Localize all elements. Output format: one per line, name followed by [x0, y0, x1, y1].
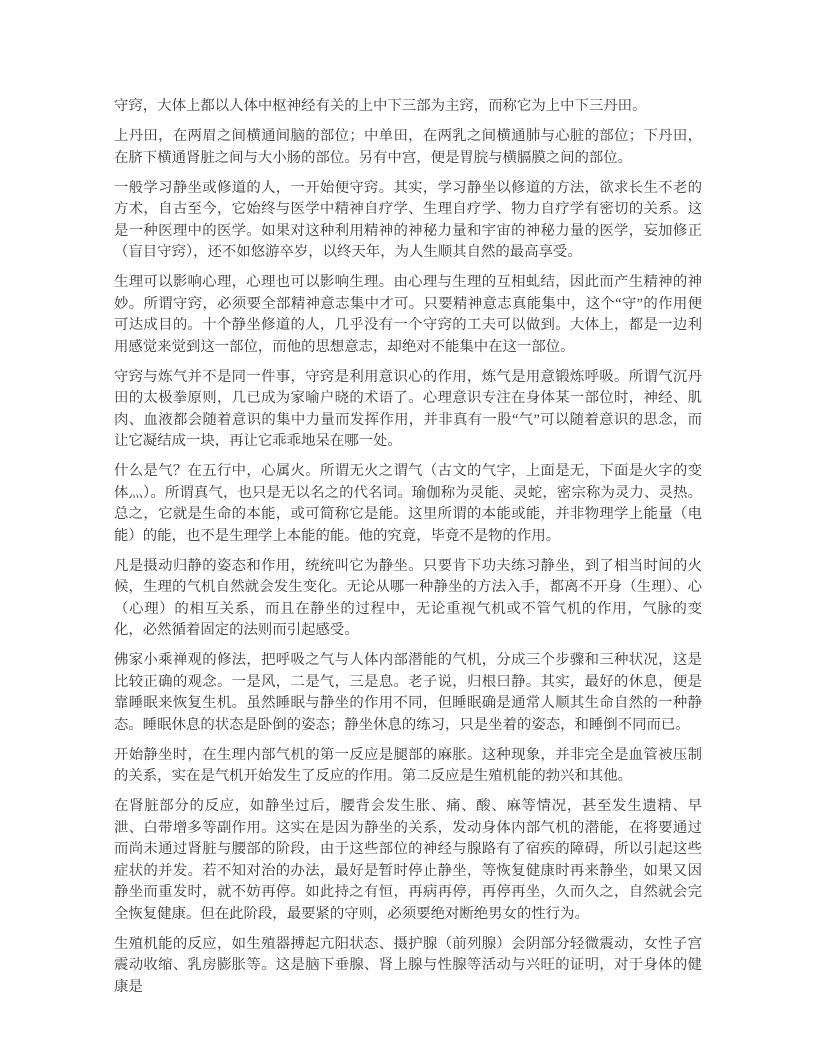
paragraph-1: 守窍，大体上都以人体中枢神经有关的上中下三部为主窍，而称它为上中下三丹田。 [114, 98, 647, 114]
paragraph-6: 什么是气？在五行中，心属火。所谓无火之谓气（古文的气字，上面是无，下面是火字的变体灬）。所谓真气，也只是无以名之的代名词。瑜伽称为灵能、灵蛇，密宗称为灵力、灵热。总之，它就是生命的本能，或可简称它是能。这里所谓的本能或能，并非物理学上能量（电能）的能，也不是生理学上本能的能。他的究竟，毕竟不是物的作用。 [114, 463, 702, 544]
paragraph-4: 生理可以影响心理，心理也可以影响生理。由心理与生理的互相虬结，因此而产生精神的神妙。所谓守窍，必须要全部精神意志集中才可。只要精神意志真能集中，这个“守”的作用便可达成目的。十个静坐修道的人，几乎没有一个守窍的工夫可以做到。大体上，都是一边利用感觉来觉到这一部位，而他的思想意志，却绝对不能集中在这一部位。 [114, 274, 702, 355]
paragraph-11: 生殖机能的反应，如生殖器搏起亢阳状态、摄护腺（前列腺）会阴部分轻微震动，女性子宫震动收缩、乳房膨胀等。这是脑下垂腺、肾上腺与性腺等活动与兴旺的证明，对于身体的健康是 [114, 935, 702, 995]
paragraph-2: 上丹田，在两眉之间横通间脑的部位；中单田，在两乳之间横通肺与心脏的部位；下丹田，在脐下横通肾脏之间与大小肠的部位。另有中宫，便是胃脘与横膈膜之间的部位。 [114, 128, 702, 166]
paragraph-9: 开始静坐时，在生理内部气机的第一反应是腿部的麻胀。这种现象，并非完全是血管被压制的关系，实在是气机开始发生了反应的作用。第二反应是生殖机能的勃兴和其他。 [114, 746, 702, 784]
text-column [114, 96, 702, 998]
paragraph-8: 佛家小乘禅观的修法，把呼吸之气与人体内部潜能的气机，分成三个步骤和三种状况，这是比较正确的观念。一是风，二是气，三是息。老子说，归根曰静。其实，最好的休息，便是靠睡眠来恢复生机。虽然睡眠与静坐的作用不同，但睡眠确是通常人顺其生命自然的一种静态。睡眠休息的状态是卧倒的姿态；静坐休息的练习，只是坐着的姿态，和睡倒不同而已。 [114, 652, 702, 733]
paragraph-10: 在肾脏部分的反应，如静坐过后，腰背会发生胀、痛、酸、麻等情况，甚至发生遗精、早泄、白带增多等副作用。这实在是因为静坐的关系，发动身体内部气机的潜能，在将要通过而尚未通过肾脏与腰部的阶段，由于这些部位的神经与腺路有了宿疾的障碍，所以引起这些症状的并发。若不知对治的办法，最好是暂时停止静坐，等恢复健康时再来静坐，如果又因静坐而重发时，就不妨再停。如此持之有恒，再病再停，再停再坐，久而久之，自然就会完全恢复健康。但在此阶段，最要紧的守则，必须要绝对断绝男女的性行为。 [114, 798, 702, 922]
paragraph-5: 守窍与炼气并不是同一件事，守窍是利用意识心的作用，炼气是用意锻炼呼吸。所谓气沉丹田的太极拳原则，几已成为家喻户晓的术语了。心理意识专注在身体某一部位时，神经、肌肉、血液都会随着意识的集中力量而发挥作用，并非真有一股“气”可以随着意识的思念，而让它凝结成一块，再让它乖乖地呆在哪一处。 [114, 368, 702, 449]
paragraph-7: 凡是摄动归静的姿态和作用，统统叫它为静坐。只要肯下功夫练习静坐，到了相当时间的火候，生理的气机自然就会发生变化。无论从哪一种静坐的方法入手，都离不开身（生理）、心（心理）的相互关系，而且在静坐的过程中，无论重视气机或不管气机的作用，气脉的变化，必然循着固定的法则而引起感受。 [114, 557, 702, 638]
paragraph-3: 一般学习静坐或修道的人，一开始便守窍。其实，学习静坐以修道的方法，欲求长生不老的方术，自古至今，它始终与医学中精神自疗学、生理自疗学、物力自疗学有密切的关系。这是一种医理中的医学。如果对这种利用精神的神秘力量和宇宙的神秘力量的医学，妄加修正（盲目守窍），还不如悠游卒岁，以终天年，为人生顺其自然的最高享受。 [114, 179, 702, 260]
